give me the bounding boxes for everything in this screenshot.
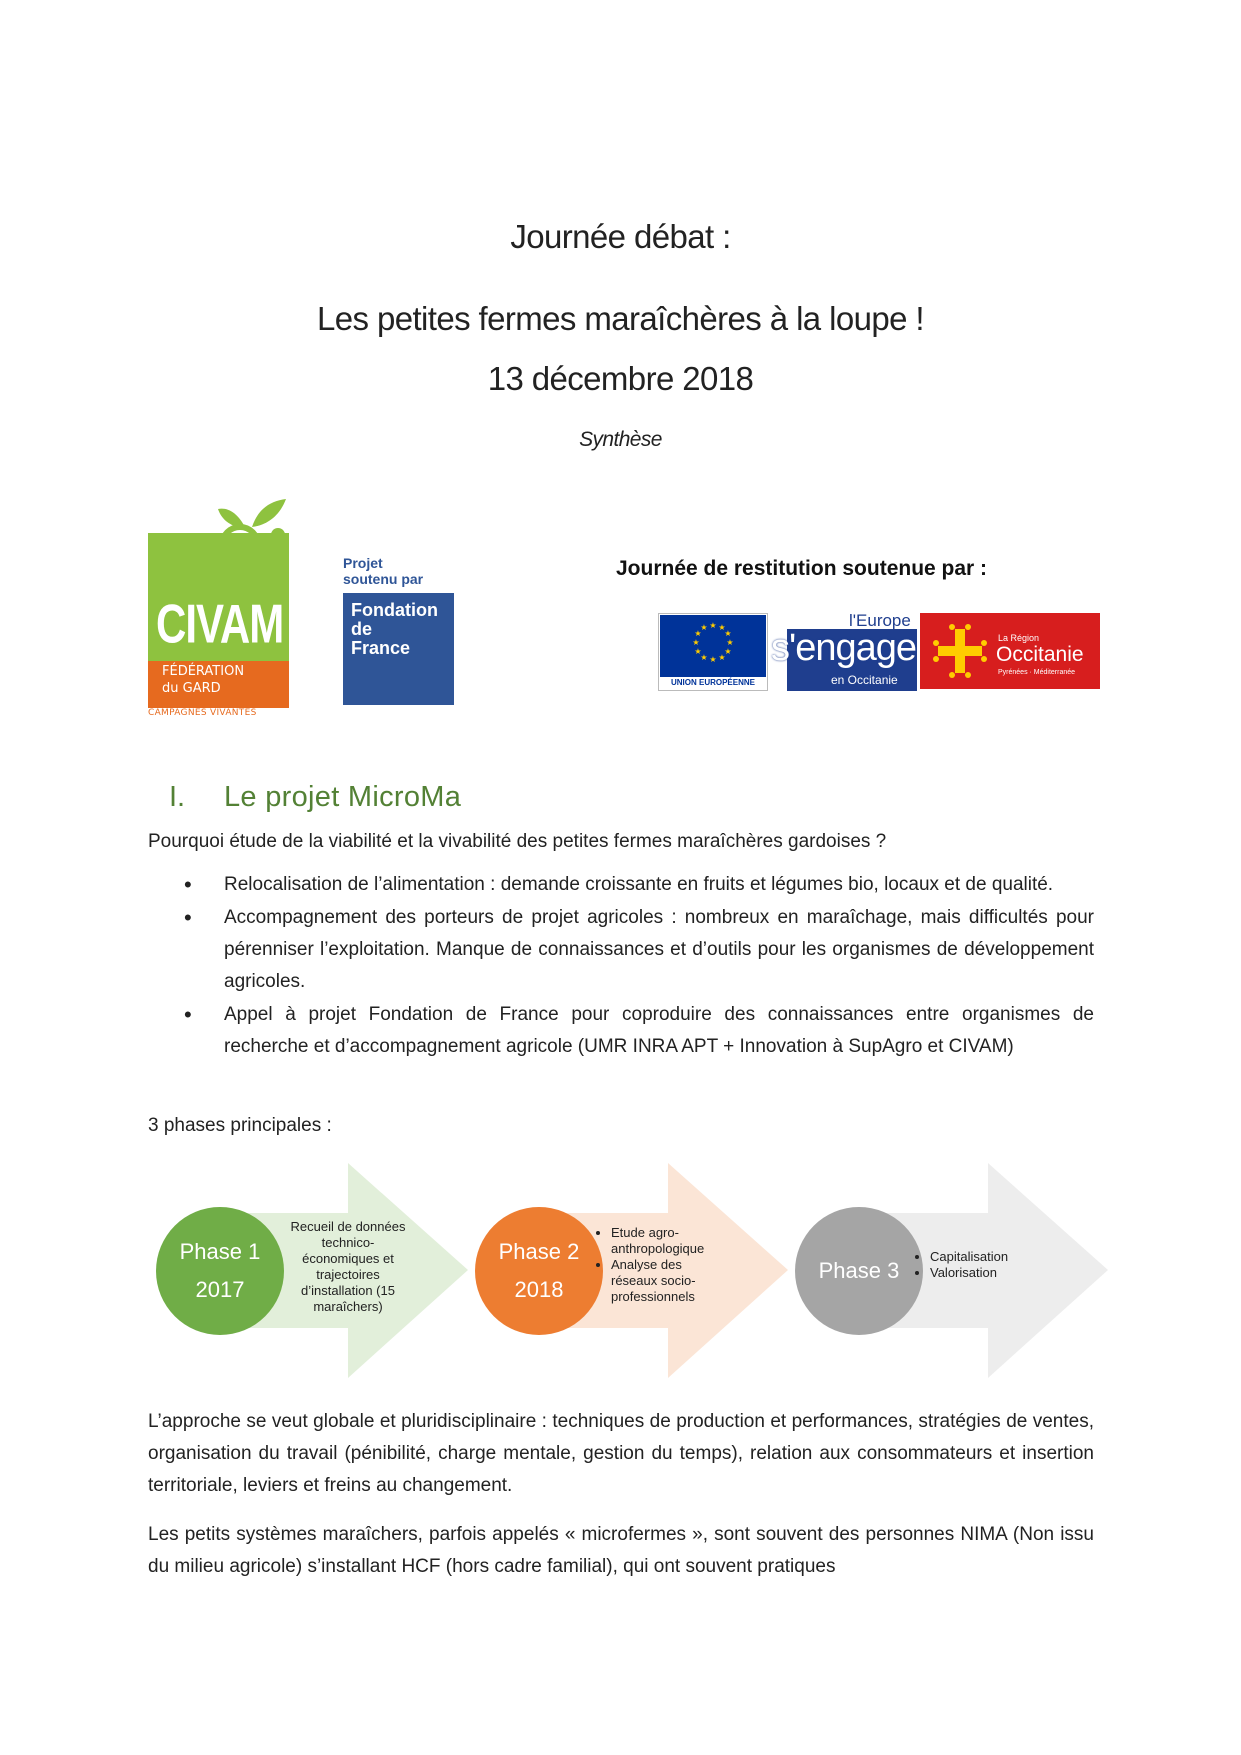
occitanie-logo	[920, 613, 1100, 689]
fondation-de-france-logo	[343, 593, 454, 705]
list-item: • Accompagnement des porteurs de projet agricoles : nombreux en maraîchage, mais difficultés pour pérenniser l’exploitation. Manque de connaissances et d’outils pour les organismes de développement agricoles.	[148, 902, 1094, 998]
list-item: • Appel à projet Fondation de France pour coproduire des connaissances entre organismes de recherche et d’accompagnement agricole (UMR INRA APT + Innovation à SupAgro et CIVAM)	[148, 999, 1094, 1063]
support-title: Journée de restitution soutenue par :	[616, 557, 988, 580]
svg-text:★: ★	[718, 653, 726, 662]
europe-sengage-top: l'Europe	[849, 611, 911, 630]
civam-federation	[162, 663, 244, 697]
europe-sengage-logo	[771, 611, 917, 691]
section-title: Le projet MicroMa	[224, 781, 462, 813]
phase-2-text	[601, 1225, 731, 1305]
svg-text:★: ★	[718, 623, 726, 632]
eu-logo	[658, 613, 768, 691]
occitanie-small: La Région	[998, 633, 1040, 643]
section-number: I.	[169, 781, 186, 813]
phases-intro: 3 phases principales :	[148, 1115, 332, 1136]
svg-text:★: ★	[724, 629, 732, 638]
occitan-cross-icon	[932, 623, 988, 679]
eu-caption: UNION EUROPÉENNE	[670, 678, 755, 687]
list-item: • Analyse des réseaux socio-professionnels	[611, 1257, 731, 1305]
europe-sengage-bottom: en Occitanie	[831, 673, 898, 687]
phase-3-name: Phase 3	[818, 1258, 900, 1283]
list-item: • Etude agro-anthropologique	[611, 1225, 731, 1257]
bullet-list	[148, 869, 1094, 1064]
fdf-line2: de	[351, 619, 373, 639]
svg-text:★: ★	[692, 638, 700, 647]
microfarms-paragraph: Les petits systèmes maraîchers, parfois appelés « microfermes », sont souvent des personnes NIMA (Non issu du milieu agricole) s’installant HCF (hors cadre familial), qui ont souvent pratiques	[148, 1524, 1094, 1577]
phase-1-text: Recueil de données technico-économiques et trajectoires d’installation (15 maraîchers)	[290, 1219, 406, 1314]
phase-3-text	[920, 1249, 1050, 1281]
fdf-label-line2: soutenu par	[343, 571, 424, 587]
svg-text:★: ★	[694, 647, 702, 656]
svg-text:★: ★	[724, 647, 732, 656]
svg-text:★: ★	[709, 655, 717, 664]
civam-gard-line: du GARD	[162, 681, 221, 696]
civam-federation-line: FÉDÉRATION	[162, 664, 245, 679]
event-date: 13 décembre 2018	[487, 360, 754, 397]
question-paragraph: Pourquoi étude de la viabilité et la vivabilité des petites fermes maraîchères gardoises ?	[148, 831, 887, 852]
event-title: Journée débat :	[510, 218, 731, 255]
approach-paragraph: L’approche se veut globale et pluridisciplinaire : techniques de production et performances, stratégies de ventes, organisation du travail (pénibilité, charge mentale, gestion du temps), relation aux consommateurs et insertion territoriale, leviers et freins au changement.	[148, 1411, 1094, 1496]
civam-logo	[148, 483, 296, 718]
fdf-label	[343, 555, 423, 587]
svg-text:★: ★	[694, 629, 702, 638]
phase-diagram	[148, 1163, 1108, 1378]
europe-sengage-word: s'engage	[771, 627, 917, 669]
civam-wordmark: CIVAM	[156, 593, 284, 655]
phase-2-circle	[475, 1207, 603, 1335]
list-item: • Valorisation	[930, 1265, 1050, 1281]
list-item: • Relocalisation de l’alimentation : demande croissante en fruits et légumes bio, locaux et de qualité.	[148, 869, 1094, 901]
event-subtitle: Les petites fermes maraîchères à la loupe !	[316, 300, 925, 337]
occitanie-name: Occitanie	[996, 643, 1084, 666]
svg-text:★: ★	[726, 638, 734, 647]
phase-1-name: Phase 1	[179, 1239, 261, 1264]
phase-3-circle	[795, 1207, 923, 1335]
phase-1-year: 2017	[195, 1277, 245, 1302]
svg-text:★: ★	[700, 623, 708, 632]
svg-text:★: ★	[709, 621, 717, 630]
eu-stars-icon	[660, 615, 766, 677]
fdf-line1: Fondation	[351, 600, 438, 620]
fdf-line3: France	[351, 638, 411, 658]
eu-flag-icon	[660, 615, 766, 677]
document-type: Synthèse	[579, 428, 662, 451]
list-item: • Capitalisation	[930, 1249, 1050, 1265]
phase-2-name: Phase 2	[498, 1239, 580, 1264]
civam-tagline: CAMPAGNES VIVANTES	[148, 708, 257, 718]
svg-text:★: ★	[700, 653, 708, 662]
fdf-label-line1: Projet	[343, 555, 383, 571]
phase-1-circle	[156, 1207, 284, 1335]
occitanie-sub: Pyrénées · Méditerranée	[998, 669, 1076, 676]
fdf-wordmark	[351, 601, 438, 658]
phase-2-year: 2018	[514, 1277, 564, 1302]
